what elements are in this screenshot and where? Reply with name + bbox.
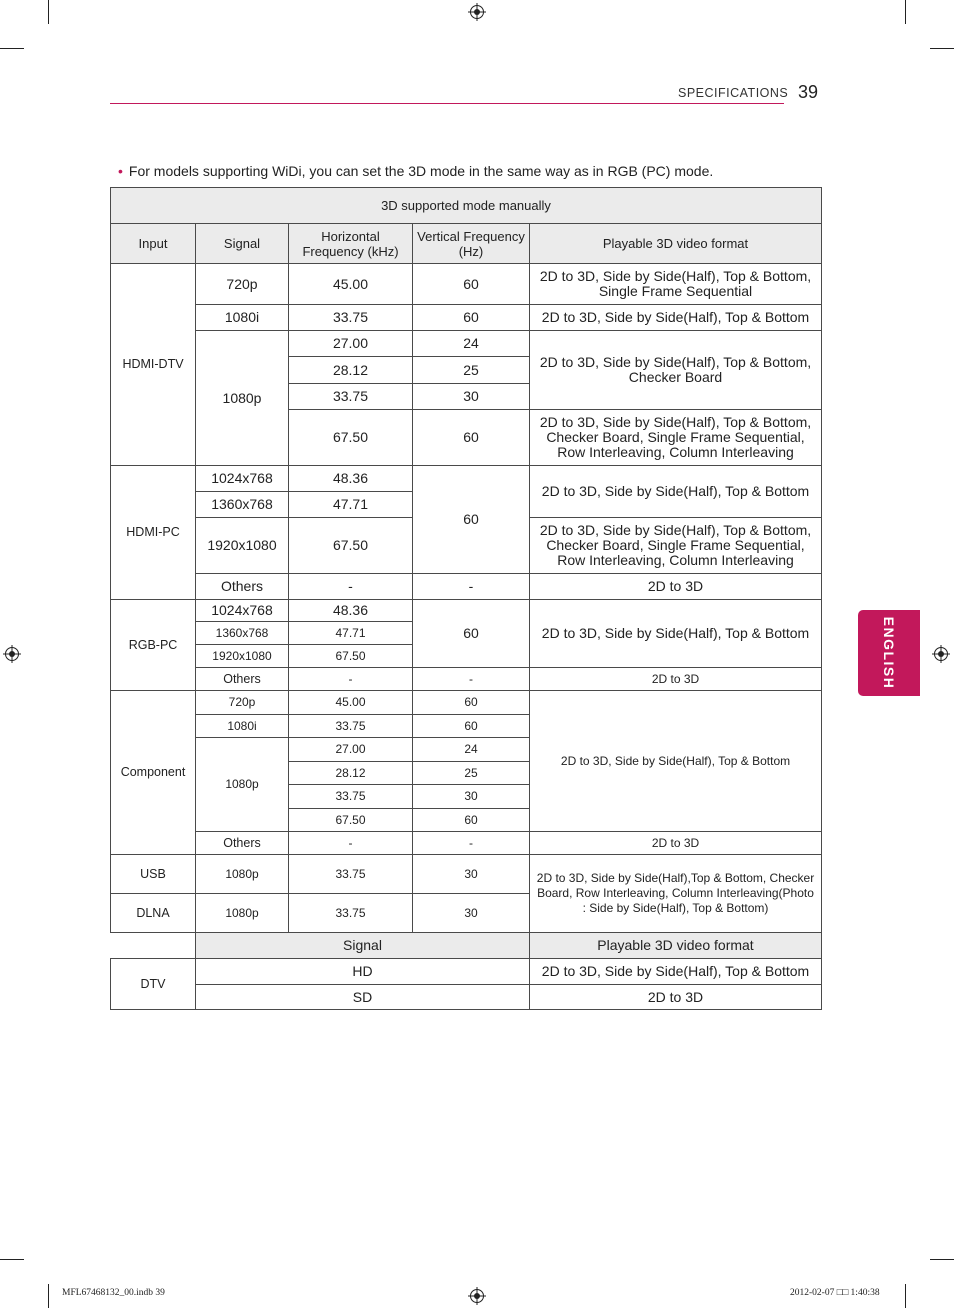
- hfreq-cell: 27.00: [289, 331, 413, 357]
- input-cell: DLNA: [111, 894, 196, 933]
- header-horizontal-frequency: Horizontal Frequency (kHz): [289, 224, 413, 264]
- vfreq-cell: 24: [413, 331, 530, 357]
- hfreq-cell: 33.75: [289, 715, 413, 738]
- format-cell: 2D to 3D: [530, 985, 822, 1010]
- vfreq-cell: 30: [413, 785, 530, 809]
- header-rule: [110, 103, 784, 104]
- signal-cell: 1024x768: [196, 600, 289, 622]
- table-title: 3D supported mode manually: [111, 188, 822, 224]
- input-cell: HDMI-PC: [111, 466, 196, 600]
- header-signal: Signal: [196, 933, 530, 959]
- hfreq-cell: 28.12: [289, 762, 413, 785]
- hfreq-cell: 33.75: [289, 855, 413, 894]
- hfreq-cell: 28.12: [289, 357, 413, 384]
- crop-mark: [905, 0, 906, 24]
- registration-mark-icon: [3, 645, 21, 663]
- signal-cell: 1360x768: [196, 622, 289, 645]
- vfreq-cell: -: [413, 832, 530, 855]
- hfreq-cell: -: [289, 574, 413, 600]
- format-cell: 2D to 3D, Side by Side(Half), Top & Bottom: [530, 305, 822, 331]
- bullet-icon: •: [118, 163, 123, 179]
- input-cell: HDMI-DTV: [111, 264, 196, 466]
- signal-cell: 1920x1080: [196, 518, 289, 574]
- hfreq-cell: 67.50: [289, 645, 413, 668]
- vfreq-cell: 25: [413, 357, 530, 384]
- input-cell: DTV: [111, 959, 196, 1010]
- vfreq-cell: -: [413, 668, 530, 691]
- header-signal: Signal: [196, 224, 289, 264]
- format-cell: 2D to 3D, Side by Side(Half), Top & Bottom, Checker Board: [530, 331, 822, 410]
- format-cell: 2D to 3D: [530, 668, 822, 691]
- hfreq-cell: 27.00: [289, 738, 413, 762]
- crop-mark: [905, 1284, 906, 1308]
- registration-mark-icon: [468, 1287, 486, 1305]
- format-cell: 2D to 3D, Side by Side(Half), Top & Bottom: [530, 466, 822, 518]
- crop-mark: [930, 1259, 954, 1260]
- signal-cell: 1080p: [196, 855, 289, 894]
- signal-cell: 1080p: [196, 738, 289, 832]
- registration-mark-icon: [932, 645, 950, 663]
- format-cell: 2D to 3D: [530, 832, 822, 855]
- signal-cell: 1080i: [196, 715, 289, 738]
- hfreq-cell: 45.00: [289, 264, 413, 305]
- vfreq-cell: 60: [413, 600, 530, 668]
- hfreq-cell: -: [289, 668, 413, 691]
- hfreq-cell: 47.71: [289, 492, 413, 518]
- hfreq-cell: 67.50: [289, 518, 413, 574]
- format-cell: 2D to 3D: [530, 574, 822, 600]
- signal-cell: 720p: [196, 691, 289, 715]
- crop-mark: [0, 1259, 24, 1260]
- empty-cell: [111, 933, 196, 959]
- signal-cell: 1920x1080: [196, 645, 289, 668]
- section-title: SPECIFICATIONS: [678, 86, 789, 100]
- hfreq-cell: 33.75: [289, 384, 413, 410]
- header-vertical-frequency: Vertical Frequency (Hz): [413, 224, 530, 264]
- format-cell: 2D to 3D, Side by Side(Half),Top & Bottom, Checker Board, Row Interleaving, Column Interleaving(Photo : Side by Side(Half), Top & Bottom): [530, 855, 822, 933]
- page-number: 39: [798, 82, 819, 102]
- signal-cell: SD: [196, 985, 530, 1010]
- hfreq-cell: 48.36: [289, 466, 413, 492]
- header-format: Playable 3D video format: [530, 933, 822, 959]
- footer-date: 2012-02-07 □□ 1:40:38: [790, 1288, 880, 1298]
- signal-cell: Others: [196, 668, 289, 691]
- hfreq-cell: 48.36: [289, 600, 413, 622]
- crop-mark: [48, 1284, 49, 1308]
- signal-cell: Others: [196, 832, 289, 855]
- format-cell: 2D to 3D, Side by Side(Half), Top & Bottom: [530, 959, 822, 985]
- vfreq-cell: -: [413, 574, 530, 600]
- vfreq-cell: 60: [413, 809, 530, 832]
- signal-cell: 1080i: [196, 305, 289, 331]
- vfreq-cell: 30: [413, 384, 530, 410]
- hfreq-cell: 47.71: [289, 622, 413, 645]
- crop-mark: [0, 48, 24, 49]
- hfreq-cell: -: [289, 832, 413, 855]
- vfreq-cell: 60: [413, 264, 530, 305]
- format-cell: 2D to 3D, Side by Side(Half), Top & Bottom, Checker Board, Single Frame Sequential, Row Interleaving, Column Interleaving: [530, 518, 822, 574]
- format-cell: 2D to 3D, Side by Side(Half), Top & Bottom, Checker Board, Single Frame Sequential, Row Interleaving, Column Interleaving: [530, 410, 822, 466]
- format-cell: 2D to 3D, Side by Side(Half), Top & Bottom: [530, 691, 822, 832]
- input-cell: Component: [111, 691, 196, 855]
- input-cell: RGB-PC: [111, 600, 196, 691]
- crop-mark: [930, 48, 954, 49]
- signal-cell: 1080p: [196, 331, 289, 466]
- signal-cell: Others: [196, 574, 289, 600]
- vfreq-cell: 30: [413, 894, 530, 933]
- note: [118, 163, 713, 179]
- hfreq-cell: 33.75: [289, 785, 413, 809]
- hfreq-cell: 33.75: [289, 894, 413, 933]
- hfreq-cell: 67.50: [289, 410, 413, 466]
- hfreq-cell: 67.50: [289, 809, 413, 832]
- vfreq-cell: 60: [413, 715, 530, 738]
- input-cell: USB: [111, 855, 196, 894]
- hfreq-cell: 45.00: [289, 691, 413, 715]
- vfreq-cell: 25: [413, 762, 530, 785]
- crop-mark: [48, 0, 49, 24]
- signal-cell: 720p: [196, 264, 289, 305]
- header-input: Input: [111, 224, 196, 264]
- vfreq-cell: 30: [413, 855, 530, 894]
- format-cell: 2D to 3D, Side by Side(Half), Top & Bottom, Single Frame Sequential: [530, 264, 822, 305]
- header-format: Playable 3D video format: [530, 224, 822, 264]
- signal-cell: 1024x768: [196, 466, 289, 492]
- registration-mark-icon: [468, 3, 486, 21]
- footer-file: MFL67468132_00.indb 39: [62, 1288, 165, 1298]
- language-tab: [858, 610, 920, 696]
- hfreq-cell: 33.75: [289, 305, 413, 331]
- note-text: For models supporting WiDi, you can set the 3D mode in the same way as in RGB (PC) mode.: [128, 163, 714, 179]
- vfreq-cell: 60: [413, 691, 530, 715]
- language-tab-label: ENGLISH: [881, 616, 897, 690]
- format-cell: 2D to 3D, Side by Side(Half), Top & Bottom: [530, 600, 822, 668]
- vfreq-cell: 60: [413, 305, 530, 331]
- signal-cell: HD: [196, 959, 530, 985]
- vfreq-cell: 60: [413, 410, 530, 466]
- signal-cell: 1080p: [196, 894, 289, 933]
- vfreq-cell: 24: [413, 738, 530, 762]
- signal-cell: 1360x768: [196, 492, 289, 518]
- vfreq-cell: 60: [413, 466, 530, 574]
- 3d-mode-table: [110, 187, 822, 1010]
